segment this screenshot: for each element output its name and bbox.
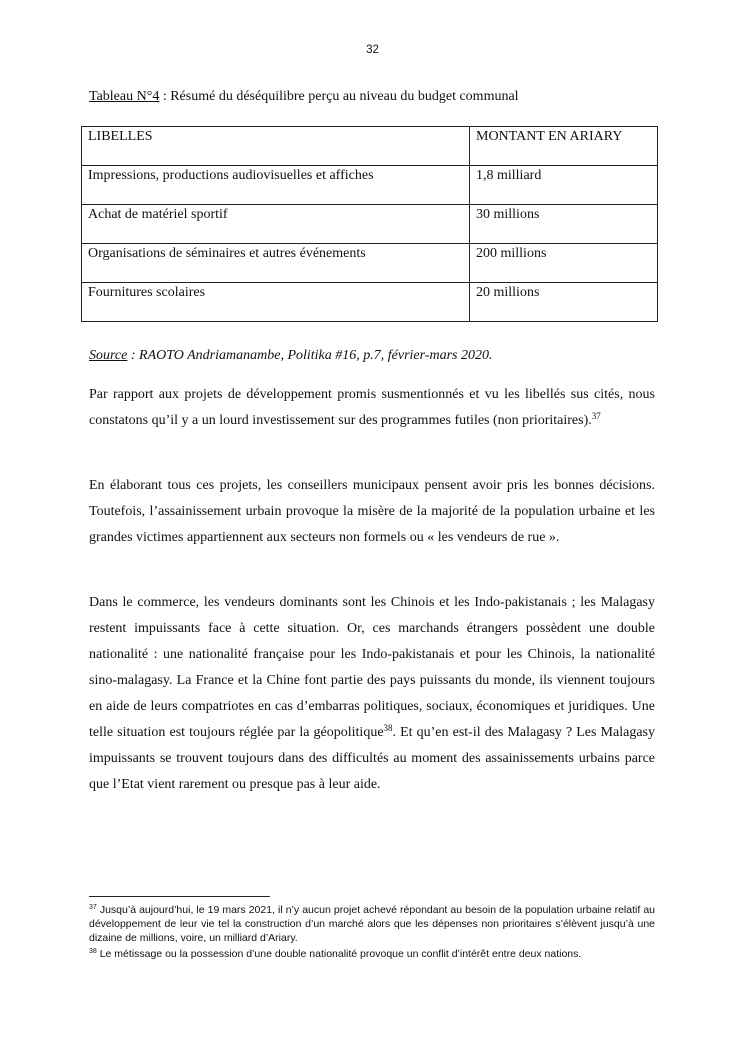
paragraph-1 <box>89 382 655 434</box>
footnote-ref-37: 37 <box>591 411 601 421</box>
source-line <box>89 348 492 364</box>
row-amount: 1,8 milliard <box>470 166 658 205</box>
budget-table <box>81 126 658 322</box>
paragraph-1-text: Par rapport aux projets de développement promis susmentionnés et vu les libellés sus cités, nous constatons qu’il y a un lourd investissement sur des programmes futiles (non prioritaires). <box>89 387 655 428</box>
paragraph-2 <box>89 473 655 551</box>
table-row <box>82 283 658 322</box>
footnote-separator <box>89 896 270 897</box>
table-caption <box>89 89 519 105</box>
footnote-37-number: 37 <box>89 904 97 911</box>
footnote-ref-38: 38 <box>383 723 393 733</box>
table-row <box>82 166 658 205</box>
header-libelles: LIBELLES <box>82 127 470 166</box>
paragraph-3 <box>89 590 655 798</box>
row-label: Fournitures scolaires <box>82 283 470 322</box>
table-caption-text: : Résumé du déséquilibre perçu au niveau du budget communal <box>159 89 519 104</box>
paragraph-3-text-after: . Et qu’en est-il des Malagasy ? Les Malagasy impuissants se trouvent toujours dans des difficultés au moment des assainissements urbains parce que l’Etat vient rarement ou presque pas à leur aide. <box>89 725 655 792</box>
footnote-37-text: Jusqu’à aujourd’hui, le 19 mars 2021, il n’y aucun projet achevé répondant au besoin de la population urbaine relatif au développement de leur vie tel la construction d’un marché alors que les dépenses non prioritaires s’élèvent jusqu’à une dizaine de millions, voire, un milliard d’Ariary. <box>89 904 655 944</box>
row-label: Organisations de séminaires et autres événements <box>82 244 470 283</box>
paragraph-3-text-before: Dans le commerce, les vendeurs dominants sont les Chinois et les Indo-pakistanais ; les Malagasy restent impuissants face à cette situation. Or, ces marchands étrangers possèdent une double nationalité : une nationalité française pour les Indo-pakistanais et pour les Chinois, la nationalité sino-malagasy. La France et la Chine font partie des pays puissants du monde, ils viennent toujours en aide de leurs compatriotes en cas d’embarras politiques, sociaux, économiques et juridiques. Une telle situation est toujours réglée par la géopolitique <box>89 595 655 740</box>
footnote-38-number: 38 <box>89 948 97 955</box>
footnote-37 <box>89 903 655 945</box>
source-label: Source <box>89 348 128 363</box>
page-number: 32 <box>366 44 379 56</box>
footnote-38 <box>89 947 655 961</box>
table-caption-label: Tableau N°4 <box>89 89 160 104</box>
table-row <box>82 244 658 283</box>
row-amount: 200 millions <box>470 244 658 283</box>
paragraph-2-text: En élaborant tous ces projets, les conseillers municipaux pensent avoir pris les bonnes décisions. Toutefois, l’assainissement urbain provoque la misère de la majorité de la population urbaine et les grandes victimes appartiennent aux secteurs non formels ou « les vendeurs de rue ». <box>89 478 655 545</box>
header-montant: MONTANT EN ARIARY <box>470 127 658 166</box>
table-header-row <box>82 127 658 166</box>
table-row <box>82 205 658 244</box>
source-text: : RAOTO Andriamanambe, Politika #16, p.7, février-mars 2020. <box>127 348 493 363</box>
row-amount: 30 millions <box>470 205 658 244</box>
row-amount: 20 millions <box>470 283 658 322</box>
row-label: Achat de matériel sportif <box>82 205 470 244</box>
row-label: Impressions, productions audiovisuelles et affiches <box>82 166 470 205</box>
footnote-38-text: Le métissage ou la possession d’une double nationalité provoque un conflit d’intérêt entre deux nations. <box>96 948 582 960</box>
